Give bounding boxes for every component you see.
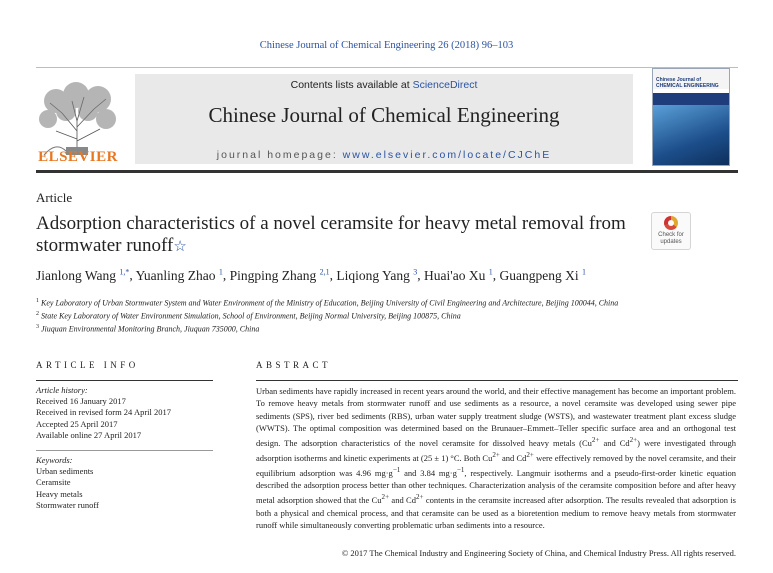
author-list: Jianlong Wang $^{1,*}$, Yuanling Zhao $^1$, Pingping Zhang $^{2,1}$, Liqiong Yang $^3$, Huai'ao Xu $^1$, Guangpeng Xi $^1$ (36, 267, 586, 283)
sciencedirect-link[interactable]: ScienceDirect (412, 79, 478, 91)
journal-title: Chinese Journal of Chemical Engineering (208, 103, 560, 127)
journal-citation[interactable]: Chinese Journal of Chemical Engineering 26 (2018) 96–103 (259, 40, 514, 51)
keywords-rule (36, 450, 213, 451)
keywords: Keywords: Urban sediments Ceramsite Heavy metals Stormwater runoff (36, 455, 216, 511)
abstract-text: Urban sediments have rapidly increased in recent years around the world, and their effective management has become an important problem. To remove heavy metals from stormwater runoff and use sediments as a resource, a novel ceramsite was developed using sewer pipe sediments (SPS), river bed sediments (RBS), urban water supply treatment sludge (WSTS), and wastewater treatment plant excess sludge (WWTS). The optimal composition was determined based on the Brunauer–Emmett–Teller specific surface area and an orthogonal test design. The adsorption characteristics of the novel ceramsite for dissolved heavy metals ($Cu^{2+}$ and $Cd^{2+}$) were investigated through adsorption isotherms and kinetic experiments at (25 ± 1) °C. Both $Cu^{2+}$ and $Cd^{2+}$ were effectively removed by the novel ceramsite, and their equilibrium adsorption was 4.96 $mg\cdot g^{-1}$ and 3.84 $mg\cdot g^{-1}$, respectively. Langmuir isotherms and a pseudo-first-order kinetic equation described the adsorption process better than other techniques. Characterization analysis of the ceramsite composition before and after heavy metal adsorption showed that the $Cu^{2+}$ and $Cd^{2+}$ contents in the ceramsite increased after adsorption. The results revealed that adsorption is both a physical and chemical process, and that ceramsite can be used as a bioretention medium to remove heavy metals from stormwater runoff while simultaneously converting problematic urban sediments into a resource. (256, 386, 737, 530)
article-info-rule (36, 380, 213, 381)
keyword: Heavy metals (36, 488, 83, 499)
cover-title: Chinese Journal of CHEMICAL ENGINEERING (656, 77, 719, 89)
author[interactable]: Guangpeng Xi $^1$ (499, 267, 586, 283)
history-item: Received in revised form 24 April 2017 (36, 407, 172, 418)
paper-title: Adsorption characteristics of a novel ceramsite for heavy metal removal from stormwater runoff☆ (36, 213, 626, 256)
contents-line: Contents lists available at ScienceDirect (290, 79, 478, 91)
elsevier-wordmark: ELSEVIER (38, 149, 118, 165)
journal-cover[interactable] (652, 68, 730, 166)
affiliations (36, 296, 736, 335)
abstract-heading: ABSTRACT (256, 360, 332, 370)
check-updates-icon (664, 216, 678, 230)
history-item: Available online 27 April 2017 (36, 429, 142, 440)
homepage-link[interactable]: www.elsevier.com/locate/CJChE (342, 149, 552, 161)
check-for-updates-button[interactable] (651, 212, 691, 250)
cover-band (653, 93, 729, 105)
affiliation: $^1$ Key Laboratory of Urban Stormwater System and Water Environment of the Ministry of Education, Beijing University of Civil Engineering and Architecture, Beijing 100044, China (36, 298, 619, 308)
author[interactable]: Liqiong Yang $^3$ (336, 267, 418, 283)
keyword: Urban sediments (36, 466, 94, 477)
author[interactable]: Jianlong Wang $^{1,*}$ (36, 267, 130, 283)
affiliation: $^2$ State Key Laboratory of Water Environment Simulation, School of Environment, Beijing Normal University, Beijing 100875, China (36, 310, 461, 321)
copyright: © 2017 The Chemical Industry and Engineering Society of China, and Chemical Industry Press. All rights reserved. (341, 548, 736, 558)
header-divider (36, 67, 738, 68)
abstract-rule (256, 380, 738, 381)
history-item: Accepted 25 April 2017 (36, 418, 118, 429)
author[interactable]: Huai'ao Xu $^1$ (424, 267, 493, 283)
journal-homepage: journal homepage: www.elsevier.com/locate/CJChE (216, 149, 552, 161)
article-history: Article history: Received 16 January 2017 Received in revised form 24 April 2017 Accepted 25 April 2017 Available online 27 April 2017 (36, 385, 216, 441)
history-item: Received 16 January 2017 (36, 396, 126, 407)
author[interactable]: Pingping Zhang $^{2,1}$ (229, 267, 330, 283)
header-thick-rule (36, 170, 738, 173)
keyword: Ceramsite (36, 477, 71, 488)
cover-image (653, 105, 729, 165)
affiliation: $^3$ Jiuquan Environmental Monitoring Branch, Jiuquan 735000, China (36, 323, 260, 334)
author[interactable]: Yuanling Zhao $^1$ (135, 267, 223, 283)
title-footnote-star-icon[interactable]: ☆ (173, 239, 187, 255)
keyword: Stormwater runoff (36, 499, 99, 510)
article-info-heading: ARTICLE INFO (36, 360, 139, 370)
article-type: Article (36, 190, 73, 205)
check-updates-label: Check for updates (658, 232, 684, 245)
